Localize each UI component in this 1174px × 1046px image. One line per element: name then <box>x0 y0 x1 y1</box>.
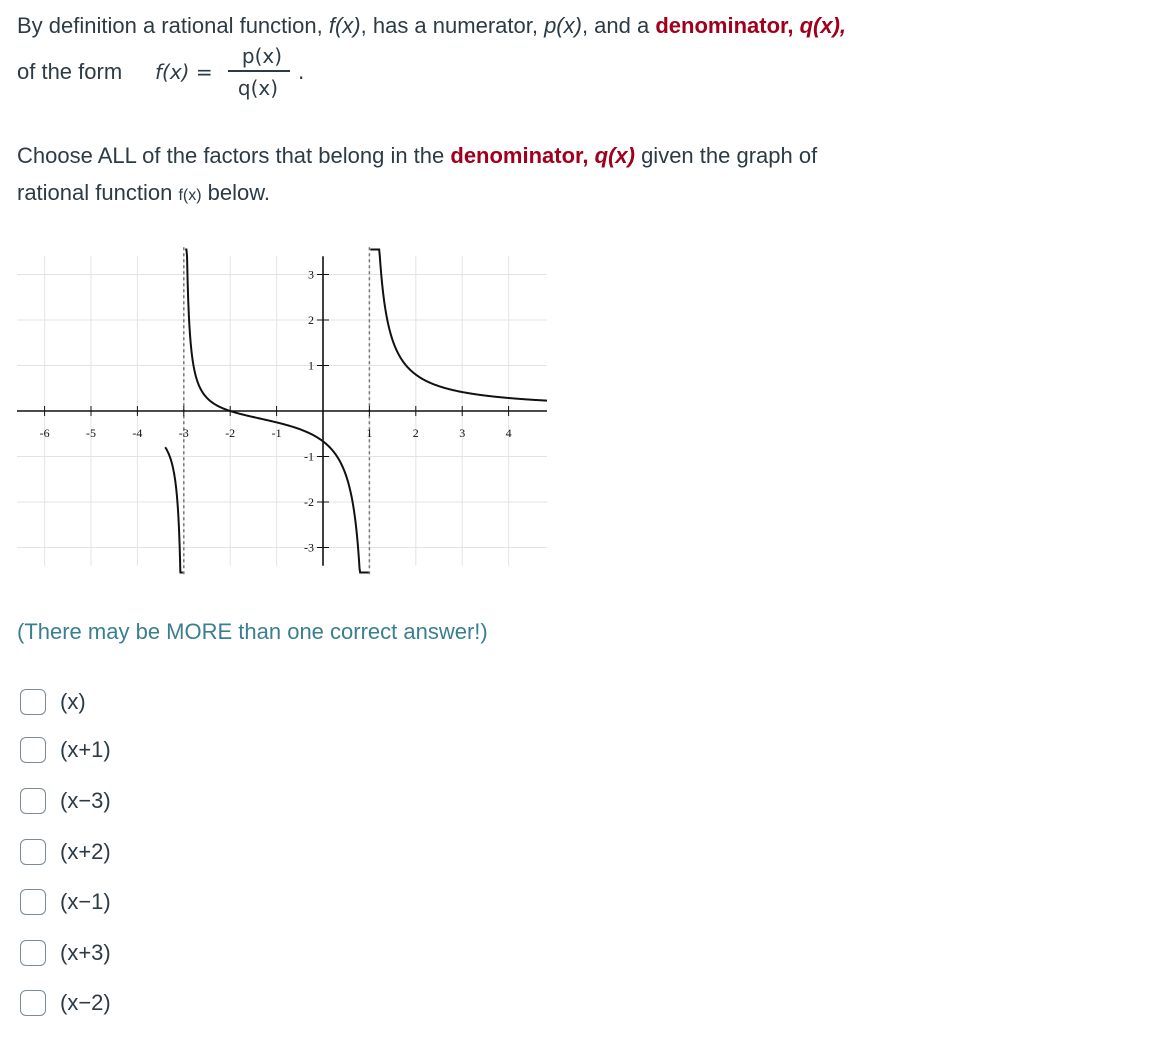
option-x-plus-1[interactable]: (x+1) <box>20 732 111 768</box>
option-x-minus-2[interactable]: (x−2) <box>20 985 111 1021</box>
checkbox[interactable] <box>20 990 46 1016</box>
x-tick-label: 1 <box>366 426 373 440</box>
option-x-minus-1[interactable]: (x−1) <box>20 884 111 920</box>
x-tick-label: 2 <box>412 426 419 440</box>
fraction-bar <box>228 70 290 72</box>
checkbox[interactable] <box>20 940 46 966</box>
checkbox[interactable] <box>20 839 46 865</box>
curve-left-branch <box>165 447 183 572</box>
question-prompt-line2: rational function f(x) below. <box>17 180 271 205</box>
y-tick-label: 1 <box>308 358 314 373</box>
checkbox[interactable] <box>20 737 46 763</box>
formula-period: . <box>298 60 305 84</box>
formula-numerator: p(x) <box>241 44 283 68</box>
x-tick-label: 3 <box>459 426 466 440</box>
rational-function-graph <box>17 238 547 583</box>
formula-denominator: q(x) <box>237 76 279 100</box>
x-tick-label: -6 <box>39 426 50 440</box>
y-tick-label: 3 <box>308 267 314 282</box>
formula-lhs: f(x) = <box>155 60 213 84</box>
x-tick-label: -4 <box>132 426 143 440</box>
y-tick-label: 2 <box>308 313 314 327</box>
x-tick-label: -2 <box>225 426 236 440</box>
checkbox[interactable] <box>20 788 46 814</box>
x-tick-label: -3 <box>178 426 189 440</box>
option-x-minus-3[interactable]: (x−3) <box>20 783 111 819</box>
question-intro-line1: By definition a rational function, f(x), has a numerator, p(x), and a denominator, q(x), <box>17 13 847 38</box>
option-x-plus-3[interactable]: (x+3) <box>20 935 111 971</box>
y-tick-label: -1 <box>304 449 314 464</box>
question-prompt-line1: Choose ALL of the factors that belong in the denominator, q(x) given the graph of <box>17 143 818 168</box>
option-x-plus-2[interactable]: (x+2) <box>20 834 111 870</box>
graph-axes <box>17 256 547 565</box>
x-tick-label: -1 <box>271 426 282 440</box>
y-tick-label: -2 <box>304 495 314 509</box>
option-x[interactable]: (x) <box>20 684 86 720</box>
multiple-answers-note: (There may be MORE than one correct answer!) <box>17 619 488 644</box>
checkbox[interactable] <box>20 689 46 715</box>
y-tick-label: -3 <box>304 540 314 555</box>
question-intro-line2: of the form <box>17 59 123 84</box>
curve-right-branch <box>370 249 547 401</box>
x-tick-label: -5 <box>86 426 96 440</box>
checkbox[interactable] <box>20 889 46 915</box>
x-tick-label: 4 <box>505 426 512 440</box>
